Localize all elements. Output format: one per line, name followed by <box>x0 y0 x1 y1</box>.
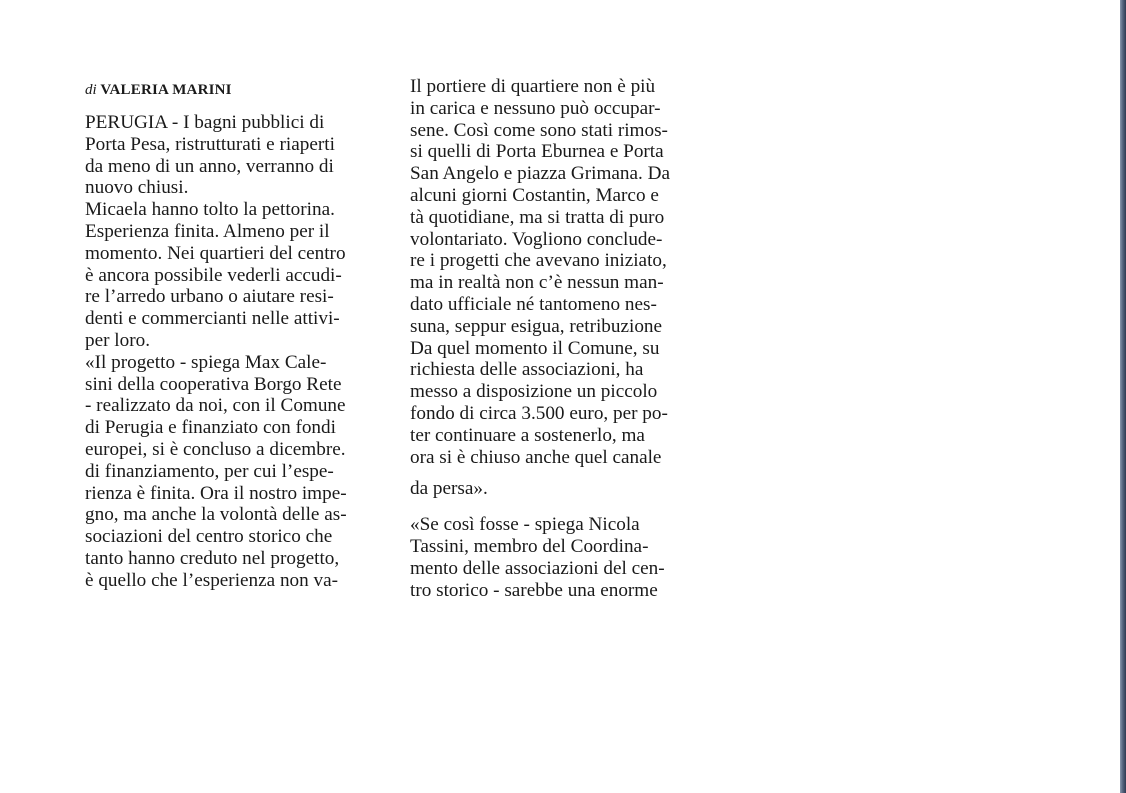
text-line: Esperienza finita. Almeno per il <box>85 220 330 242</box>
paragraph-gap <box>410 500 710 514</box>
text-line: da persa». <box>410 478 488 500</box>
text-line: Il portiere di quartiere non è più <box>410 76 656 97</box>
text-line: europei, si è concluso a dicembre. <box>85 438 346 460</box>
left-column-text <box>85 112 385 592</box>
text-line: «Il progetto - spiega Max Cale- <box>85 351 327 373</box>
byline-author: VALERIA MARINI <box>100 82 232 98</box>
text-line: rienza è finita. Ora il nostro impe- <box>85 482 347 504</box>
text-line: messo a disposizione un piccolo <box>410 381 658 403</box>
text-line: di finanziamento, per cui l’espe- <box>85 460 334 482</box>
text-line: suna, seppur esigua, retribuzione <box>410 315 663 337</box>
text-line: in carica e nessuno può occupar- <box>410 97 661 119</box>
text-line: Tassini, membro del Coordina- <box>410 535 649 557</box>
text-line: Micaela hanno tolto la pettorina. <box>85 199 335 221</box>
text-line: gno, ma anche la volontà delle as- <box>85 504 347 526</box>
article-column-left <box>85 80 385 592</box>
text-line: - realizzato da noi, con il Comune <box>85 395 346 417</box>
text-line: tà quotidiane, ma si tratta di puro <box>410 206 665 228</box>
right-column-text-b <box>410 478 710 500</box>
text-line: «Se così fosse - spiega Nicola <box>410 514 640 536</box>
text-line: re i progetti che avevano iniziato, <box>410 250 667 272</box>
text-line: denti e commercianti nelle attivi- <box>85 308 340 330</box>
text-line: si quelli di Porta Eburnea e Porta <box>410 141 664 163</box>
text-line: tanto hanno creduto nel progetto, <box>85 547 340 569</box>
text-line: sene. Così come sono stati rimos- <box>410 119 668 141</box>
text-line: sociazioni del centro storico che <box>85 526 333 548</box>
text-line: è ancora possibile vederli accudi- <box>85 264 342 286</box>
text-line: di Perugia e finanziato con fondi <box>85 417 336 439</box>
text-line: PERUGIA - I bagni pubblici di <box>85 112 325 133</box>
text-line: dato ufficiale né tantomeno nes- <box>410 293 657 315</box>
text-line: per loro. <box>85 329 151 351</box>
text-line: ter continuare a sostenerlo, ma <box>410 424 645 446</box>
text-line: nuovo chiusi. <box>85 177 189 199</box>
page-edge-border <box>1120 0 1126 793</box>
text-line: momento. Nei quartieri del centro <box>85 242 346 264</box>
paragraph-gap <box>410 468 710 478</box>
article-column-right <box>410 76 710 601</box>
byline <box>85 80 385 100</box>
text-line: fondo di circa 3.500 euro, per po- <box>410 402 668 424</box>
text-line: tro storico - sarebbe una enorme <box>410 579 658 601</box>
text-line: Porta Pesa, ristrutturati e riaperti <box>85 133 335 155</box>
text-line: mento delle associazioni del cen- <box>410 557 665 579</box>
byline-prefix: di <box>85 82 97 98</box>
text-line: re l’arredo urbano o aiutare resi- <box>85 286 334 308</box>
text-line: è quello che l’esperienza non va- <box>85 569 339 591</box>
text-line: da meno di un anno, verranno di <box>85 155 334 177</box>
text-line: ora si è chiuso anche quel canale <box>410 446 662 468</box>
right-column-text-a <box>410 76 710 468</box>
text-line: alcuni giorni Costantin, Marco e <box>410 184 659 206</box>
right-column-text-c <box>410 514 710 601</box>
text-line: ma in realtà non c’è nessun man- <box>410 272 664 294</box>
text-line: San Angelo e piazza Grimana. Da <box>410 163 670 185</box>
text-line: sini della cooperativa Borgo Rete <box>85 373 342 395</box>
text-line: richiesta delle associazioni, ha <box>410 359 644 381</box>
text-line: volontariato. Vogliono conclude- <box>410 228 663 250</box>
text-line: Da quel momento il Comune, su <box>410 337 660 359</box>
